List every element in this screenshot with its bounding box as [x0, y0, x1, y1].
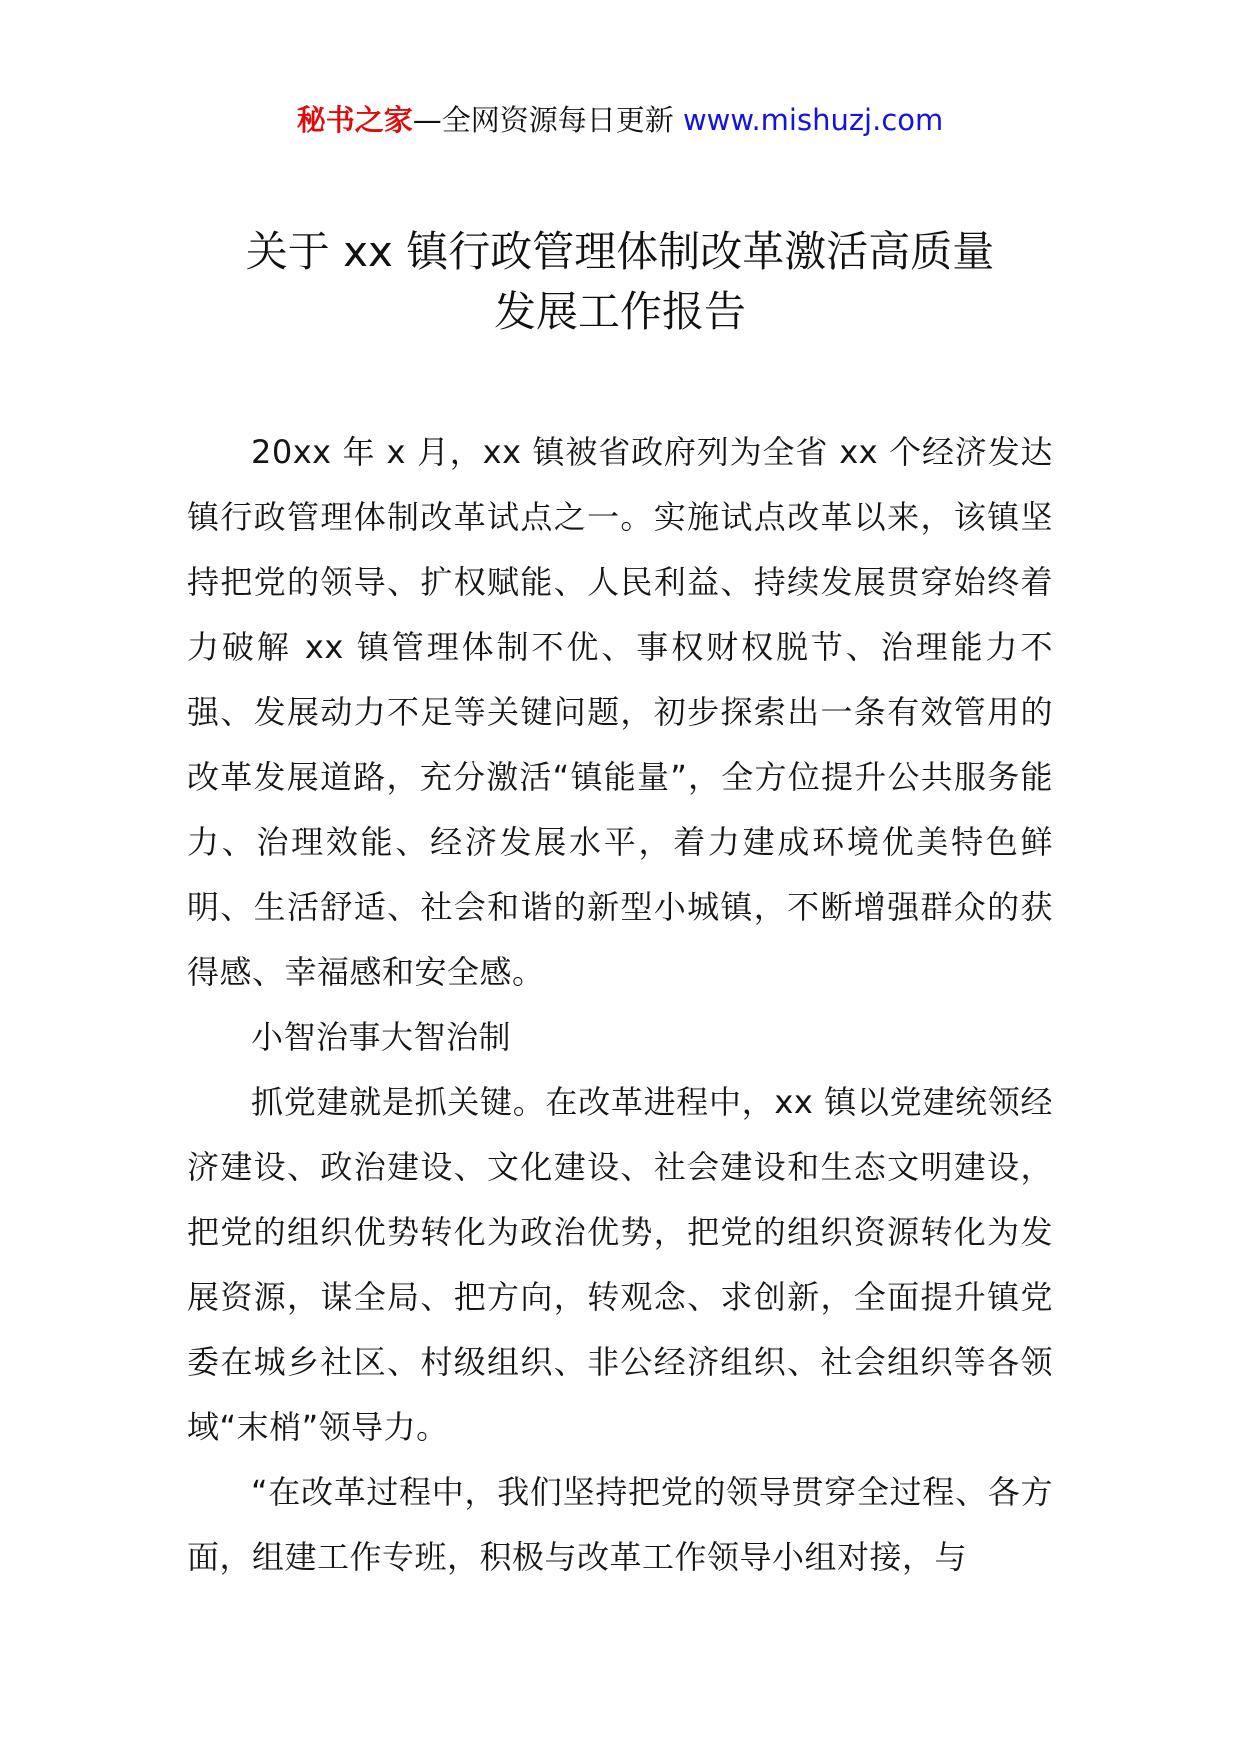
- site-url-link[interactable]: www.mishuzj.com: [682, 103, 944, 137]
- body-paragraph: “在改革过程中，我们坚持把党的领导贯穿全过程、各方面，组建工作专班，积极与改革工作领导小组对接，与: [187, 1473, 1053, 1576]
- header-tagline: —全网资源每日更新: [412, 103, 683, 137]
- title-line-2: 发展工作报告: [493, 287, 746, 336]
- brand-name: 秘书之家: [296, 103, 413, 137]
- document-title: [150, 222, 1090, 342]
- section-heading: 小智治事大智治制: [251, 1018, 512, 1056]
- body-paragraph: 20xx 年 x 月，xx 镇被省政府列为全省 xx 个经济发达镇行政管理体制改革试点之一。实施试点改革以来，该镇坚持把党的领导、扩权赋能、人民利益、持续发展贯穿始终着力破解 xx 镇管理体制不优、事权财权脱节、治理能力不强、发展动力不足等关键问题，初步探索出一条有效管用的改革发展道路，充分激活“镇能量”，全方位提升公共服务能力、治理效能、经济发展水平，着力建成环境优美特色鲜明、生活舒适、社会和谐的新型小城镇，不断增强群众的获得感、幸福感和安全感。: [187, 433, 1053, 991]
- body-paragraph: 抓党建就是抓关键。在改革进程中，xx 镇以党建统领经济建设、政治建设、文化建设、社会建设和生态文明建设，把党的组织优势转化为政治优势，把党的组织资源转化为发展资源，谋全局、把方向，转观念、求创新，全面提升镇党委在城乡社区、村级组织、非公经济组织、社会组织等各领域“末梢”领导力。: [187, 1083, 1053, 1446]
- site-header: [0, 100, 1240, 140]
- document-body: [187, 420, 1053, 1590]
- title-line-1: 关于 xx 镇行政管理体制改革激活高质量: [245, 227, 995, 276]
